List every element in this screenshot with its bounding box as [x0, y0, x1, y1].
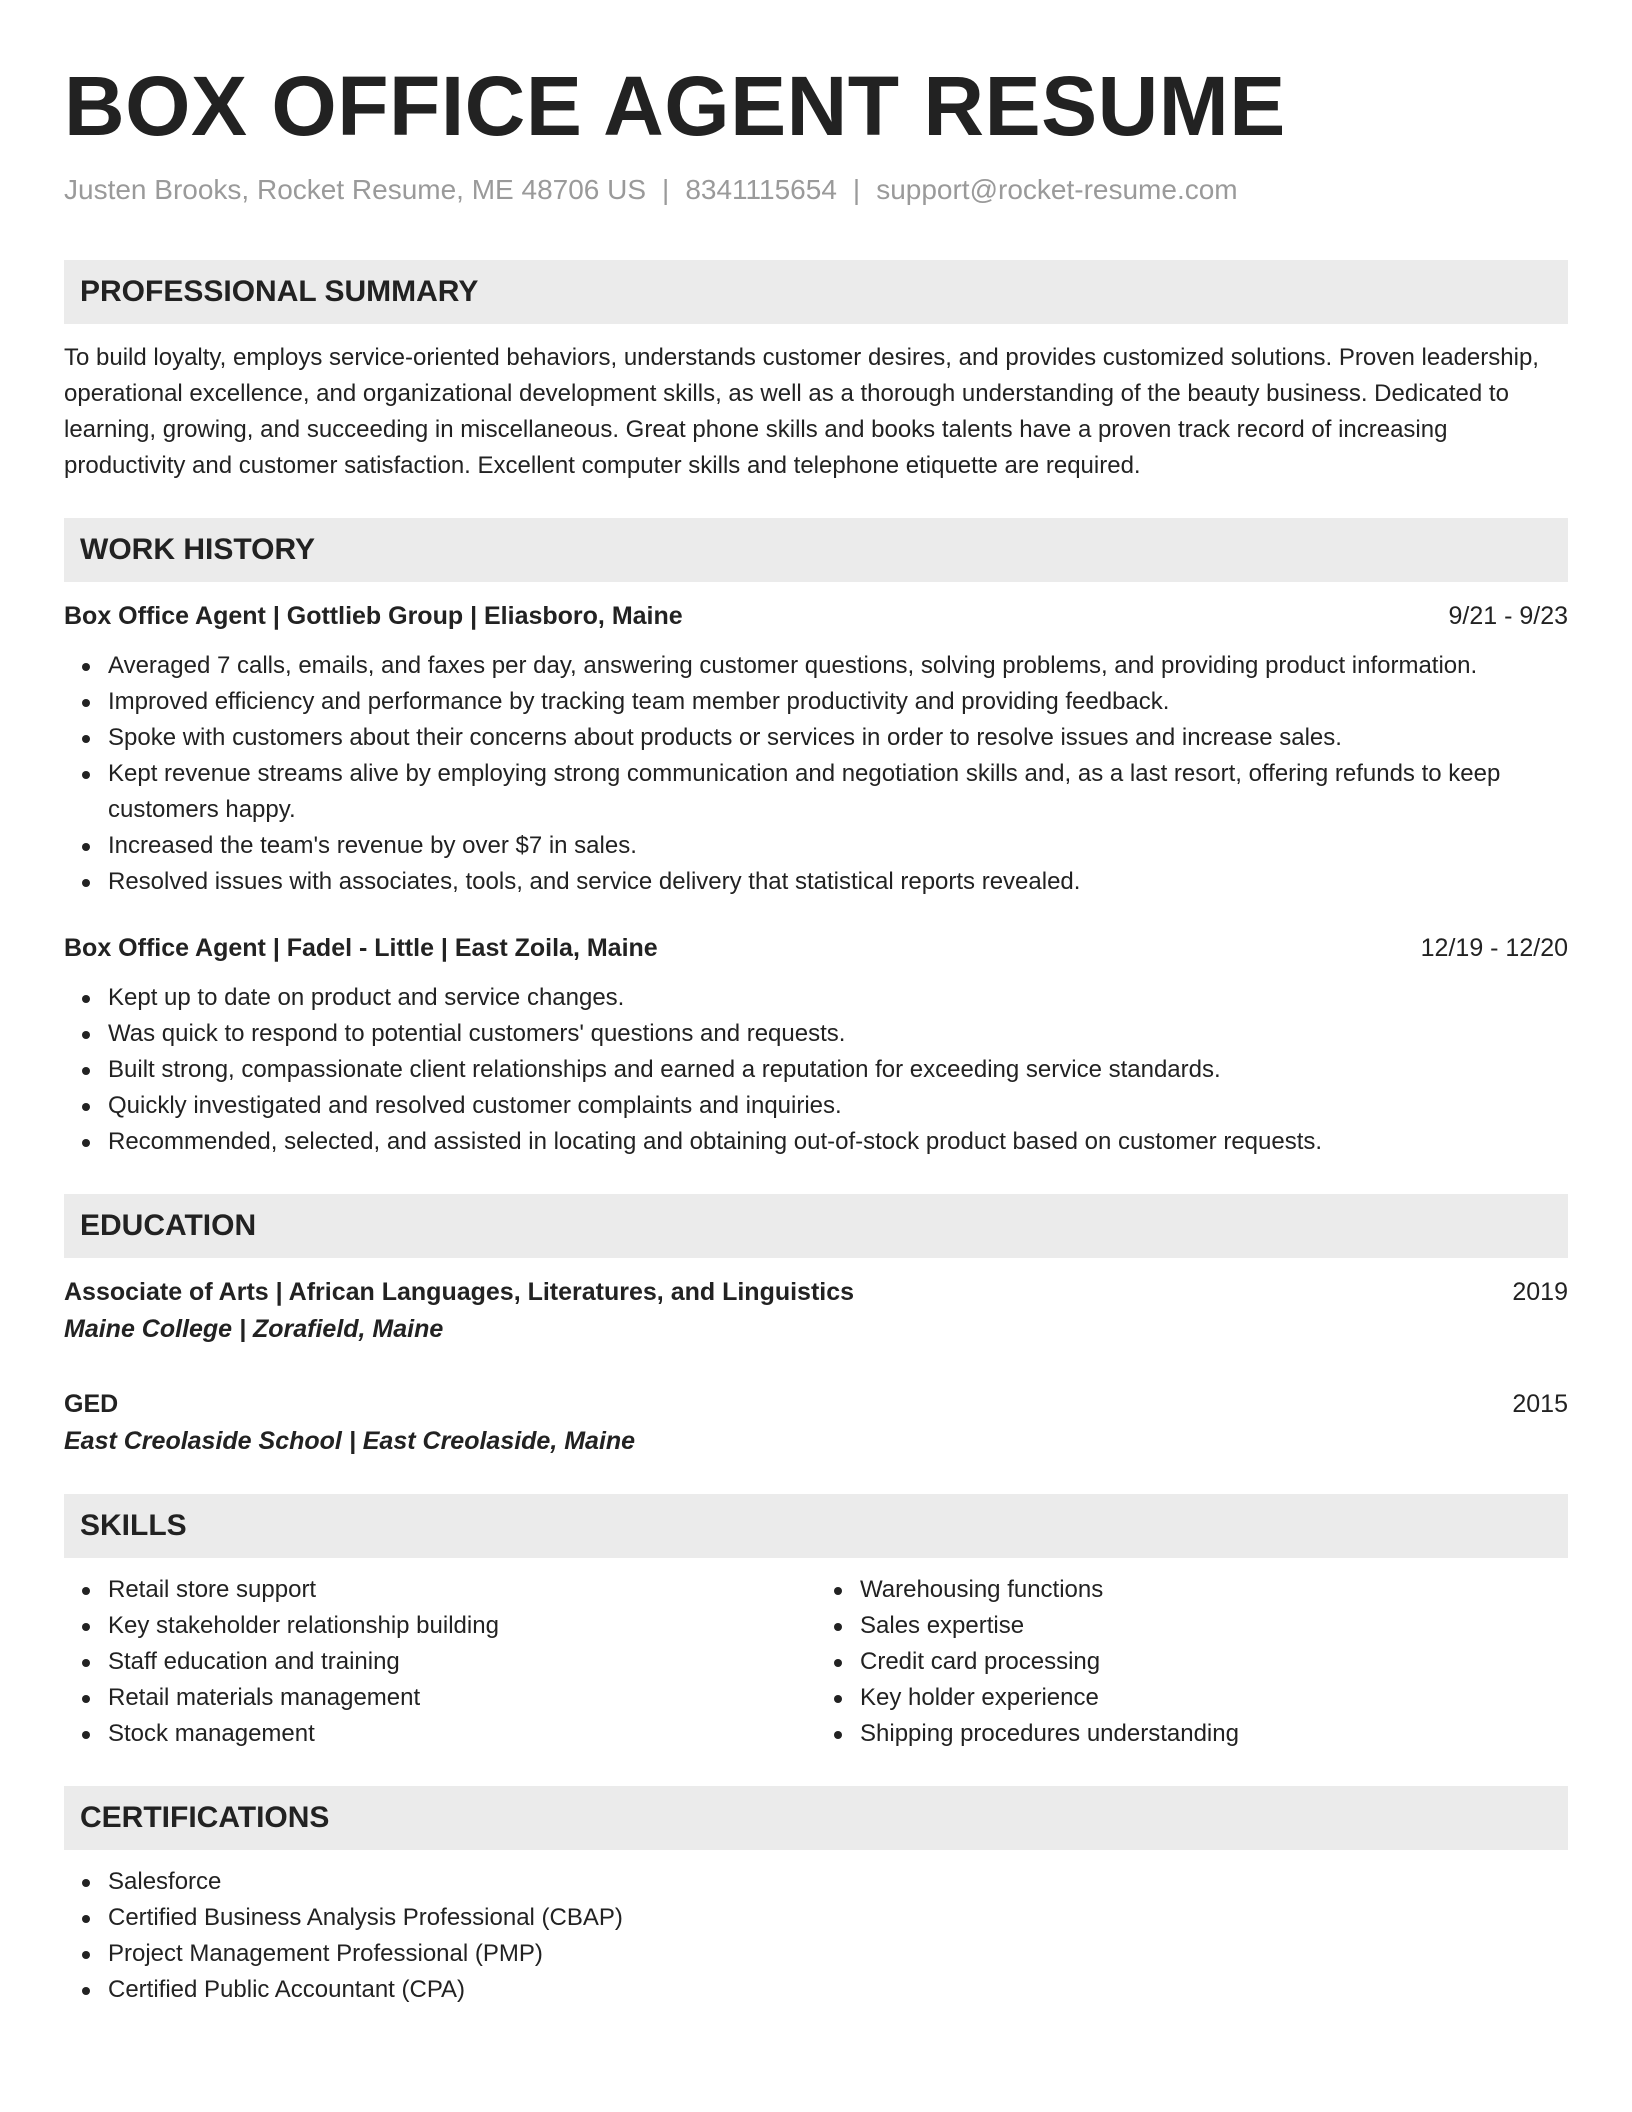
skill-item: Warehousing functions [860, 1572, 1568, 1608]
education-header [64, 1274, 1568, 1310]
contact-address: Justen Brooks, Rocket Resume, ME 48706 US [64, 174, 647, 205]
certifications-list [64, 1864, 1568, 2008]
job-bullet: Built strong, compassionate client relationships and earned a reputation for exceeding service standards. [108, 1052, 1568, 1088]
job-bullet: Averaged 7 calls, emails, and faxes per day, answering customer questions, solving problems, and providing product information. [108, 648, 1568, 684]
education-year: 2015 [1512, 1390, 1568, 1418]
job-entry [64, 930, 1568, 1160]
section-heading-certifications: CERTIFICATIONS [64, 1786, 1568, 1850]
skill-item: Retail store support [108, 1572, 816, 1608]
education-year: 2019 [1512, 1278, 1568, 1306]
contact-line [64, 172, 1568, 208]
certification-item: Certified Public Accountant (CPA) [108, 1972, 1568, 2008]
job-title: Box Office Agent | Gottlieb Group | Eliasboro, Maine [64, 602, 683, 630]
skills-list-right [816, 1572, 1568, 1752]
skill-item: Credit card processing [860, 1644, 1568, 1680]
section-heading-summary: PROFESSIONAL SUMMARY [64, 260, 1568, 324]
job-entry [64, 598, 1568, 900]
job-bullet: Kept revenue streams alive by employing strong communication and negotiation skills and, as a last resort, offering refunds to keep customers happy. [108, 756, 1568, 828]
education-entry [64, 1386, 1568, 1460]
contact-separator: | [852, 174, 861, 205]
skill-item: Sales expertise [860, 1608, 1568, 1644]
section-heading-work-history: WORK HISTORY [64, 518, 1568, 582]
education-entry [64, 1274, 1568, 1348]
skills-columns [64, 1572, 1568, 1752]
education-school: East Creolaside School | East Creolaside, Maine [64, 1427, 636, 1455]
skills-list-left [64, 1572, 816, 1752]
job-bullets [64, 980, 1568, 1160]
job-bullet: Quickly investigated and resolved customer complaints and inquiries. [108, 1088, 1568, 1124]
contact-phone: 8341115654 [685, 174, 837, 205]
job-bullet: Recommended, selected, and assisted in locating and obtaining out-of-stock product based on customer requests. [108, 1124, 1568, 1160]
certification-item: Salesforce [108, 1864, 1568, 1900]
job-header [64, 598, 1568, 634]
job-bullet: Was quick to respond to potential customers' questions and requests. [108, 1016, 1568, 1052]
certification-item: Project Management Professional (PMP) [108, 1936, 1568, 1972]
section-heading-education: EDUCATION [64, 1194, 1568, 1258]
section-heading-skills: SKILLS [64, 1494, 1568, 1558]
job-bullet: Spoke with customers about their concerns about products or services in order to resolve issues and increase sales. [108, 720, 1568, 756]
certifications-block [64, 1864, 1568, 2008]
certification-item: Certified Business Analysis Professional (CBAP) [108, 1900, 1568, 1936]
job-dates: 9/21 - 9/23 [1448, 602, 1568, 630]
job-bullet: Resolved issues with associates, tools, and service delivery that statistical reports revealed. [108, 864, 1568, 900]
skill-item: Retail materials management [108, 1680, 816, 1716]
job-header [64, 930, 1568, 966]
contact-email[interactable]: support@rocket-resume.com [876, 174, 1238, 205]
job-dates: 12/19 - 12/20 [1420, 934, 1568, 962]
summary-text: To build loyalty, employs service-oriented behaviors, understands customer desires, and provides customized solutions. Proven leadership, operational excellence, and organizational development skills, as well as a thorough understanding of the beauty business. Dedicated to learning, growing, and succeeding in miscellaneous. Great phone skills and books talents have a proven track record of increasing productivity and customer satisfaction. Excellent computer skills and telephone etiquette are required. [64, 344, 1539, 479]
job-title: Box Office Agent | Fadel - Little | East Zoila, Maine [64, 934, 658, 962]
page-title: BOX OFFICE AGENT RESUME [64, 59, 1286, 153]
education-degree: Associate of Arts | African Languages, Literatures, and Linguistics [64, 1278, 855, 1306]
skill-item: Key stakeholder relationship building [108, 1608, 816, 1644]
skill-item: Shipping procedures understanding [860, 1716, 1568, 1752]
skill-item: Staff education and training [108, 1644, 816, 1680]
contact-separator: | [662, 174, 670, 205]
skill-item: Key holder experience [860, 1680, 1568, 1716]
education-header [64, 1386, 1568, 1422]
job-bullet: Increased the team's revenue by over $7 in sales. [108, 828, 1568, 864]
education-degree: GED [64, 1390, 119, 1418]
education-school: Maine College | Zorafield, Maine [64, 1315, 444, 1343]
job-bullets [64, 648, 1568, 900]
skill-item: Stock management [108, 1716, 816, 1752]
job-bullet: Improved efficiency and performance by tracking team member productivity and providing feedback. [108, 684, 1568, 720]
job-bullet: Kept up to date on product and service changes. [108, 980, 1568, 1016]
